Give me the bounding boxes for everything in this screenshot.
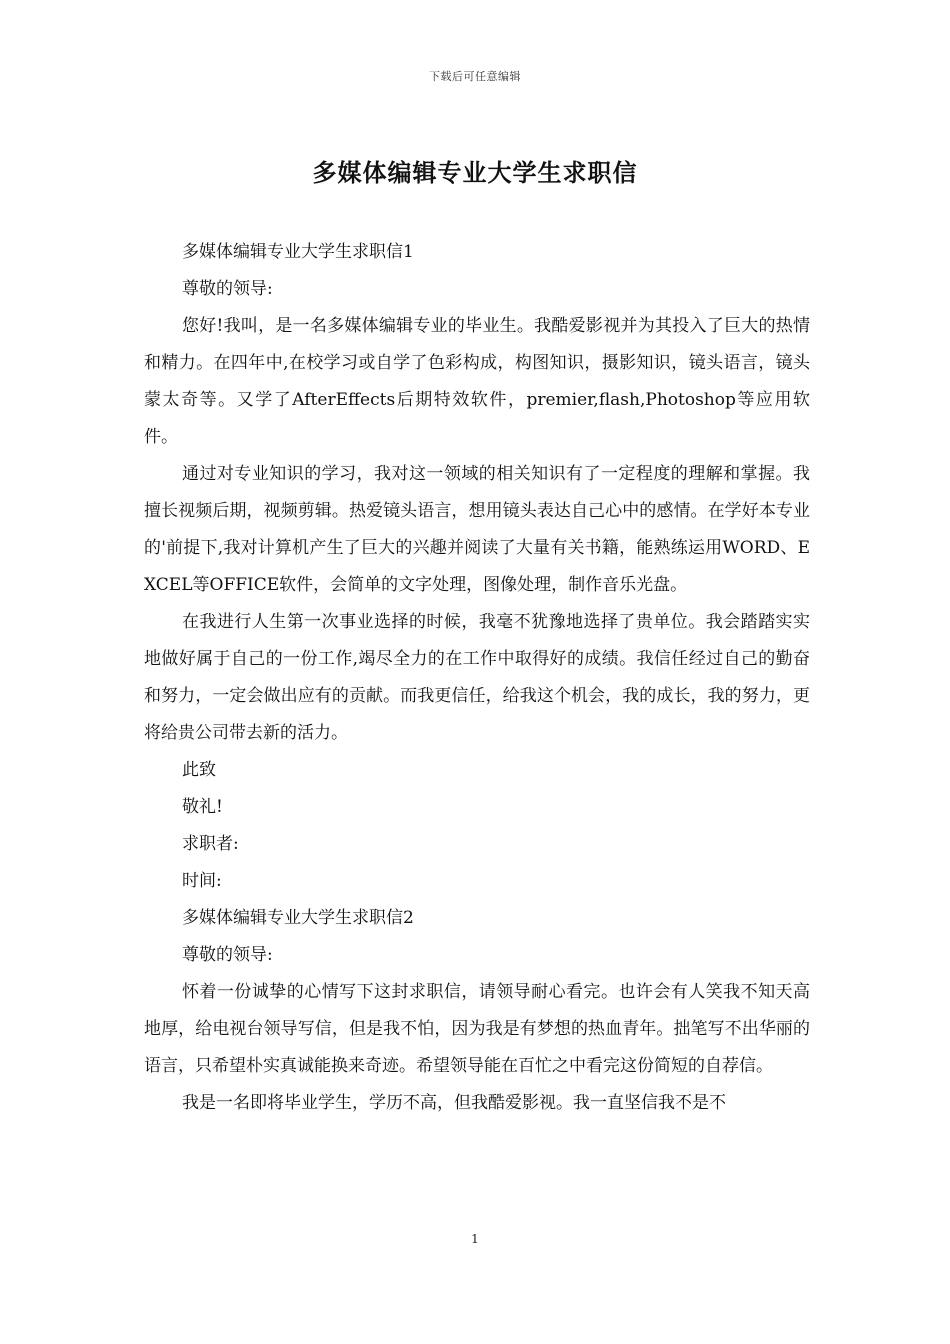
document-title: 多媒体编辑专业大学生求职信 bbox=[312, 158, 638, 187]
letter1-closing-cizhi: 此致 bbox=[182, 760, 216, 780]
page-header: 下载后可任意编辑 bbox=[429, 70, 521, 83]
letter2-salutation: 尊敬的领导: bbox=[182, 945, 273, 965]
letter1-paragraph-choice: 在我进行人生第一次事业选择的时候，我毫不犹豫地选择了贵单位。我会踏踏实实地做好属于自己的一份工作,竭尽全力的在工作中取得好的成绩。我信任经过自己的勤奋和努力，一定会做出应有的贡献。而我更信任，给我这个机会，我的成长，我的努力，更将给贵公司带去新的活力。 bbox=[144, 612, 810, 743]
letter2-paragraph-background: 我是一名即将毕业学生，学历不高，但我酷爱影视。我一直坚信我不是不 bbox=[182, 1093, 726, 1113]
letter1-heading: 多媒体编辑专业大学生求职信1 bbox=[182, 242, 414, 262]
letter1-applicant-label: 求职者: bbox=[182, 834, 239, 854]
letter1-paragraph-intro: 您好!我叫，是一名多媒体编辑专业的毕业生。我酷爱影视并为其投入了巨大的热情和精力。在四年中,在校学习或自学了色彩构成，构图知识，摄影知识，镜头语言，镜头蒙太奇等。又学了AfterEffects后期特效软件，premier,flash,Photoshop等应用软件。 bbox=[144, 316, 810, 447]
letter2-paragraph-intro: 怀着一份诚挚的心情写下这封求职信，请领导耐心看完。也许会有人笑我不知天高地厚，给电视台领导写信，但是我不怕，因为我是有梦想的热血青年。拙笔写不出华丽的语言，只希望朴实真诚能换来奇迹。希望领导能在百忙之中看完这份简短的自荐信。 bbox=[144, 982, 810, 1076]
letter1-closing-jingli: 敬礼! bbox=[182, 797, 223, 817]
letter1-paragraph-skills: 通过对专业知识的学习，我对这一领域的相关知识有了一定程度的理解和掌握。我擅长视频后期，视频剪辑。热爱镜头语言，想用镜头表达自己心中的感情。在学好本专业的'前提下,我对计算机产生了巨大的兴趣并阅读了大量有关书籍，能熟练运用WORD、EXCEL等OFFICE软件，会简单的文字处理，图像处理，制作音乐光盘。 bbox=[144, 464, 810, 595]
letter2-heading: 多媒体编辑专业大学生求职信2 bbox=[182, 908, 414, 928]
letter1-date-label: 时间: bbox=[182, 871, 222, 891]
document-body bbox=[144, 234, 810, 1122]
letter1-salutation: 尊敬的领导: bbox=[182, 279, 273, 299]
page-number: 1 bbox=[471, 1232, 479, 1246]
